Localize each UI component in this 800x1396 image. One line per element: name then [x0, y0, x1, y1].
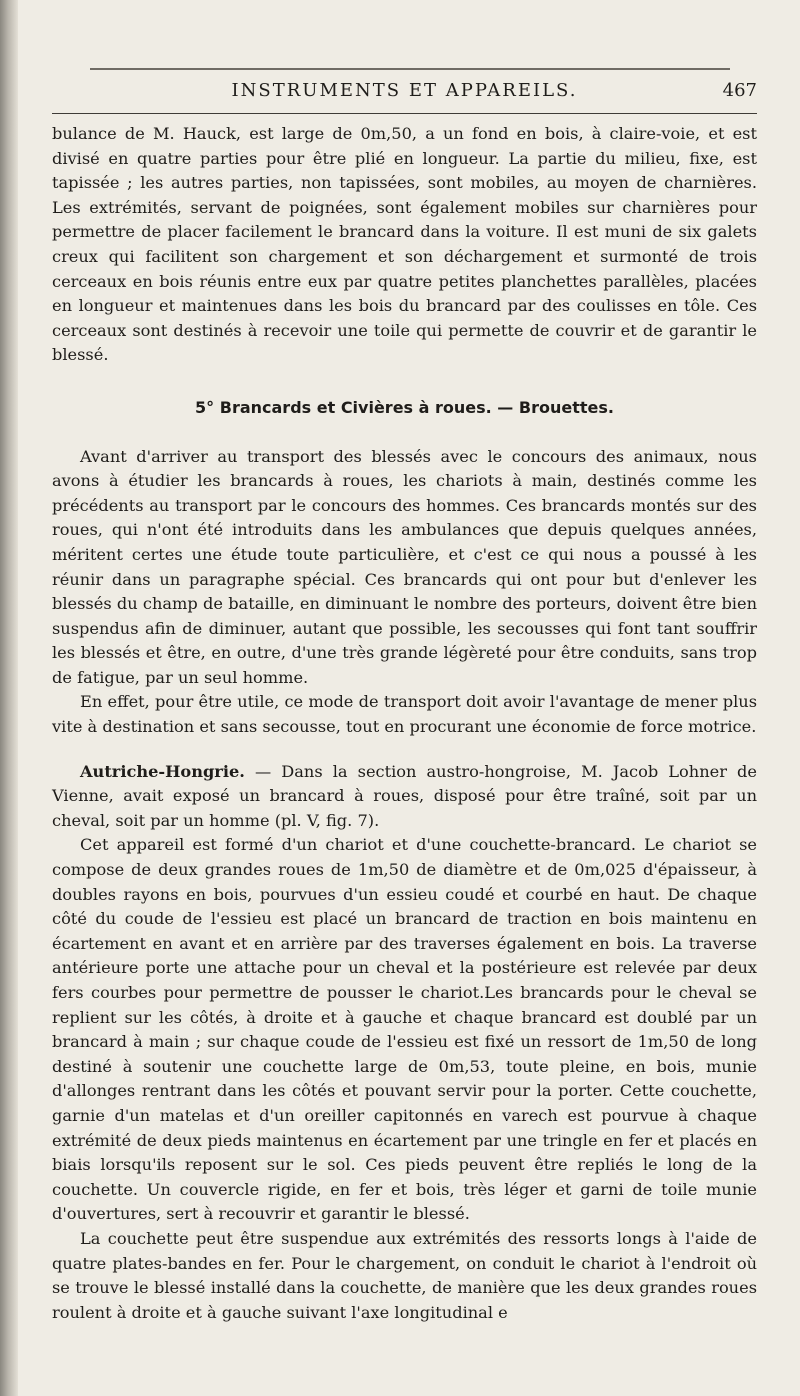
subsection-paragraph	[52, 760, 757, 834]
book-gutter-shadow	[0, 0, 18, 1396]
paragraph: En effet, pour être utile, ce mode de transport doit avoir l'avantage de mener plus vite à destination et sans secousse, tout en procurant une économie de force motrice.	[52, 692, 757, 737]
top-page-rule	[90, 68, 730, 70]
paragraph-continuation: bulance de M. Hauck, est large de 0m,50, a un fond en bois, à claire-voie, et est divisé en quatre parties pour être plié en longueur. La partie du milieu, fixe, est tapissée ; les autres parties, non tapissées, sont mobiles, au moyen de charnières. Les extrémités, servant de poignées, sont également mobiles sur charnières pour permettre de placer facilement le brancard dans la voiture. Il est muni de six galets creux qui facilitent son chargement et son déchargement et surmonté de trois cerceaux en bois réunis entre eux par quatre petites planchettes parallèles, placées en longueur et maintenues dans les bois du brancard par des coulisses en tôle. Ces cerceaux sont destinés à recevoir une toile qui permette de couvrir et de garantir le blessé.	[52, 124, 757, 365]
header-rule	[52, 113, 757, 114]
paragraph-gap	[52, 740, 757, 760]
body-text	[52, 122, 757, 1325]
running-head	[52, 74, 757, 114]
paragraph: Avant d'arriver au transport des blessés avec le concours des animaux, nous avons à étudier les brancards à roues, les chariots à main, destinés comme les précédents au transport par le concours des hommes. Ces brancards montés sur des roues, qui n'ont été introduits dans les ambulances que depuis quelques années, méritent certes une étude toute particulière, et c'est ce qui nous a poussé à les réunir dans un paragraphe spécial. Ces brancards qui ont pour but d'enlever les blessés du champ de bataille, en diminuant le nombre des porteurs, doivent être bien suspendus afin de diminuer, autant que possible, les secousses qui font tant souffrir les blessés et être, en outre, d'une très grande légèreté pour être conduits, sans trop de fatigue, par un seul homme.	[52, 446, 757, 687]
subsection-text: — Dans la section austro-hongroise, M. Jacob Lohner de Vienne, avait exposé un brancard à roues, disposé pour être traîné, soit par un cheval, soit par un homme (pl. V, fig. 7).	[52, 761, 757, 830]
running-head-title: INSTRUMENTS ET APPAREILS.	[231, 80, 578, 101]
page-number: 467	[722, 80, 757, 101]
runin-heading: Autriche-Hongrie.	[80, 761, 245, 781]
paragraph: La couchette peut être suspendue aux extrémités des ressorts longs à l'aide de quatre plates-bandes en fer. Pour le chargement, on conduit le chariot à l'endroit où se trouve le blessé installé dans la couchette, de manière que les deux grandes roues roulent à droite et à gauche suivant l'axe longitudinal e	[52, 1228, 757, 1322]
paragraph: Cet appareil est formé d'un chariot et d'une couchette-brancard. Le chariot se compose de deux grandes roues de 1m,50 de diamètre et de 0m,025 d'épaisseur, à doubles rayons en bois, pourvues d'un essieu coudé et courbé en haut. De chaque côté du coude de l'essieu est placé un brancard de traction en bois maintenu en écartement en avant et en arrière par des traverses également en bois. La traverse antérieure porte une attache pour un cheval et la postérieure est relevée par deux fers courbes pour permettre de pousser le chariot.Les brancards pour le cheval se replient sur les côtés, à droite et à gauche et chaque brancard est doublé par un brancard à main ; sur chaque coude de l'essieu est fixé un ressort de 1m,50 de long destiné à soutenir une couchette large de 0m,53, toute pleine, en bois, munie d'allonges rentrant dans les côtés et pouvant servir pour la porter. Cette couchette, garnie d'un matelas et d'un oreiller capitonnés en varech est pourvue à chaque extrémité de deux pieds maintenus en écartement par une tringle en fer et placés en biais lorsqu'ils reposent sur le sol. Ces pieds peuvent être repliés le long de la couchette. Un couvercle rigide, en fer et bois, très léger et garni de toile munie d'ouvertures, sert à recouvrir et garantir le blessé.	[52, 835, 757, 1224]
section-title: 5° Brancards et Civières à roues. — Brouettes.	[195, 397, 614, 417]
